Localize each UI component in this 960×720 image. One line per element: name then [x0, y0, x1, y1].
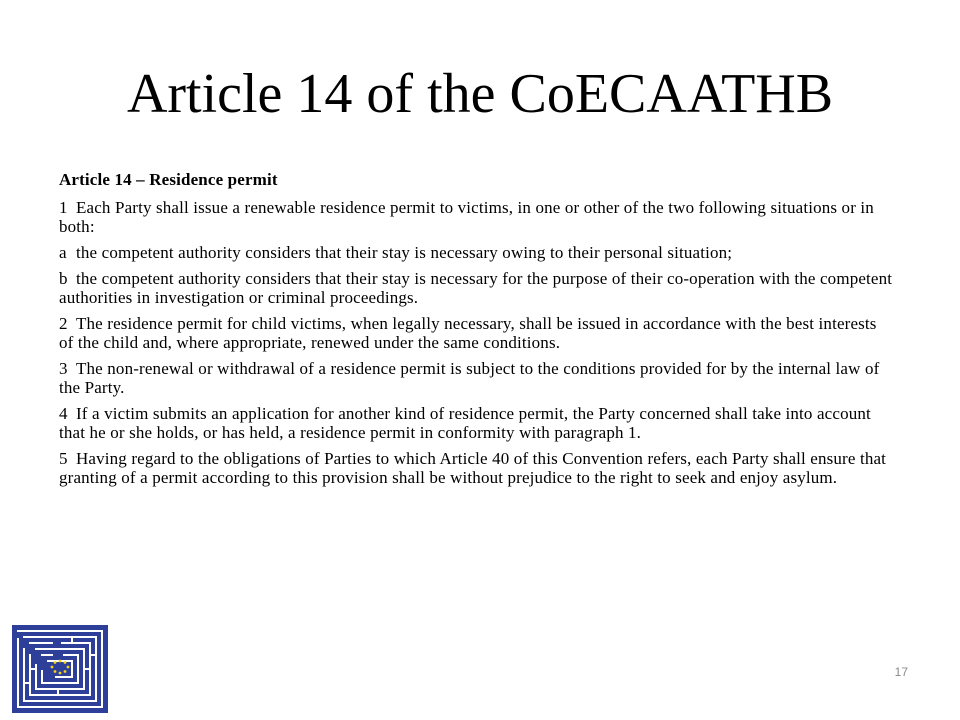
article-paragraph-3	[59, 359, 895, 397]
paragraph-number: 1	[59, 198, 68, 217]
article-paragraph-b	[59, 269, 895, 307]
paragraph-text: The non-renewal or withdrawal of a residence permit is subject to the conditions provided for by the internal law of the Party.	[59, 359, 880, 397]
paragraph-text: If a victim submits an application for another kind of residence permit, the Party concerned shall take into account that he or she holds, or has held, a residence permit in conformity with paragraph 1.	[59, 404, 871, 442]
paragraph-number: 2	[59, 314, 68, 333]
article-paragraph-a	[59, 243, 895, 262]
article-body	[59, 170, 895, 494]
paragraph-text: Each Party shall issue a renewable residence permit to victims, in one or other of the two following situations or in both:	[59, 198, 874, 236]
paragraph-number: a	[59, 243, 67, 262]
paragraph-number: 4	[59, 404, 68, 423]
paragraph-text: Having regard to the obligations of Parties to which Article 40 of this Convention refers, each Party shall ensure that granting of a permit according to this provision shall be without prejudice to the right to seek and enjoy asylum.	[59, 449, 887, 487]
logo-background	[12, 625, 108, 713]
article-paragraph-1	[59, 198, 895, 236]
paragraph-text: the competent authority considers that their stay is necessary owing to their personal situation;	[76, 243, 733, 262]
article-heading: Article 14 – Residence permit	[59, 170, 278, 189]
article-paragraph-4	[59, 404, 895, 442]
council-of-europe-maze-logo-icon	[12, 625, 108, 713]
paragraph-number: b	[59, 269, 68, 288]
page-number: 17	[894, 665, 908, 679]
paragraph-text: The residence permit for child victims, when legally necessary, shall be issued in accordance with the best interests of the child and, where appropriate, renewed under the same conditions.	[59, 314, 877, 352]
paragraph-number: 5	[59, 449, 68, 468]
paragraph-text: the competent authority considers that their stay is necessary for the purpose of their co-operation with the competent authorities in investigation or criminal proceedings.	[59, 269, 893, 307]
article-paragraph-5	[59, 449, 895, 487]
article-paragraph-2	[59, 314, 895, 352]
slide-title: Article 14 of the CoECAATHB	[126, 63, 834, 125]
paragraph-number: 3	[59, 359, 68, 378]
